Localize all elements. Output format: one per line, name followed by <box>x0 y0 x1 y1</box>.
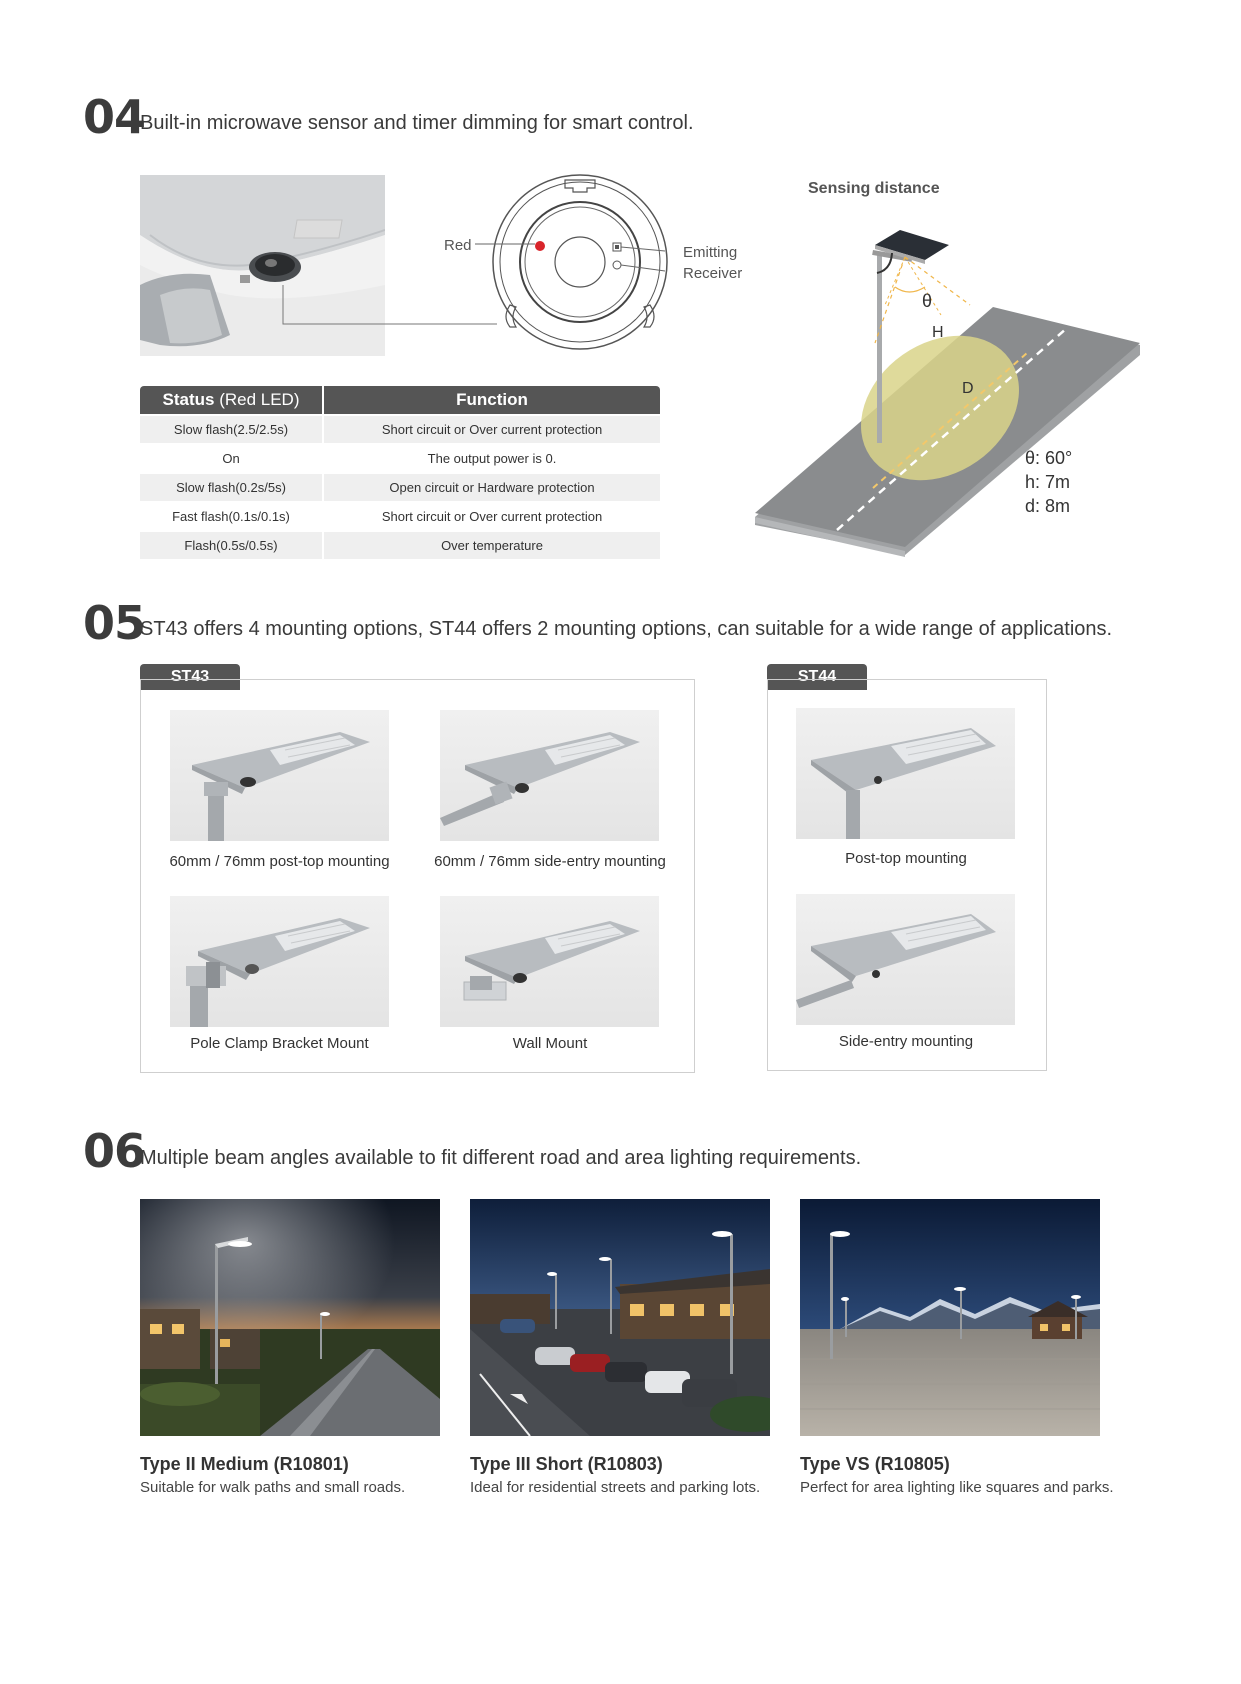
table-row: Slow flash(2.5/2.5s) Short circuit or Over current protection <box>140 416 660 443</box>
type-vs-title: Type VS (R10805) <box>800 1454 950 1474</box>
theta-symbol: θ <box>922 291 933 311</box>
section-06-number: 06 <box>83 1124 146 1178</box>
st44-item-caption: Side-entry mounting <box>838 1033 974 1050</box>
section-06-heading: Multiple beam angles available to fit different road and area lighting requirements. <box>140 1147 862 1169</box>
section-05-number: 05 <box>83 596 146 650</box>
st44-item-caption: Post-top mounting <box>845 850 967 867</box>
red-led-label: Red <box>444 237 472 254</box>
st43-item-caption: Wall Mount <box>512 1035 588 1052</box>
table-row: Flash(0.5s/0.5s) Over temperature <box>140 532 660 559</box>
emitting-label: Emitting <box>683 244 738 261</box>
sensing-distance-diagram <box>755 225 1155 560</box>
status-header: Status (Red LED) <box>140 386 324 414</box>
post-top-mount-photo <box>170 710 389 841</box>
section-04-heading: Built-in microwave sensor and timer dimming for smart control. <box>140 112 694 134</box>
st43-tab: ST43 <box>140 664 240 690</box>
function-header: Function <box>324 386 660 414</box>
height-symbol: H <box>932 324 944 341</box>
distance-symbol: D <box>962 380 974 397</box>
red-led-dot <box>535 241 545 251</box>
sensing-distance-title: Sensing distance <box>808 180 940 197</box>
side-entry-mount-photo <box>440 710 659 841</box>
type-ii-title: Type II Medium (R10801) <box>140 1454 349 1474</box>
st43-item-caption: 60mm / 76mm post-top mounting <box>169 853 390 870</box>
st43-item-caption: Pole Clamp Bracket Mount <box>190 1035 369 1052</box>
type-iii-description: Ideal for residential streets and parking lots. <box>470 1479 761 1496</box>
pole-clamp-mount-photo <box>170 896 389 1027</box>
table-row: Slow flash(0.2s/5s) Open circuit or Hardware protection <box>140 474 660 501</box>
section-04-number: 04 <box>83 90 146 144</box>
st43-item-caption: 60mm / 76mm side-entry mounting <box>434 853 666 870</box>
type-ii-scene-photo <box>140 1199 440 1436</box>
led-status-table <box>140 384 660 561</box>
table-row: Fast flash(0.1s/0.1s) Short circuit or Over current protection <box>140 503 660 530</box>
section-05-heading: ST43 offers 4 mounting options, ST44 offers 2 mounting options, can suitable for a wide range of applications. <box>140 618 1113 640</box>
type-ii-description: Suitable for walk paths and small roads. <box>140 1479 406 1496</box>
type-vs-scene-photo <box>800 1199 1100 1436</box>
sensing-angle-value: θ: 60° <box>1025 448 1073 468</box>
sensing-distance-value: d: 8m <box>1025 496 1071 516</box>
st44-post-top-photo <box>796 708 1015 839</box>
type-iii-title: Type III Short (R10803) <box>470 1454 663 1474</box>
receiver-label: Receiver <box>683 265 743 282</box>
sensing-height-value: h: 7m <box>1025 472 1071 492</box>
table-row: On The output power is 0. <box>140 445 660 472</box>
st44-tab: ST44 <box>767 664 867 690</box>
type-vs-description: Perfect for area lighting like squares and parks. <box>800 1479 1114 1496</box>
wall-mount-photo <box>440 896 659 1027</box>
st44-side-entry-photo <box>796 894 1015 1025</box>
type-iii-scene-photo <box>470 1199 770 1436</box>
